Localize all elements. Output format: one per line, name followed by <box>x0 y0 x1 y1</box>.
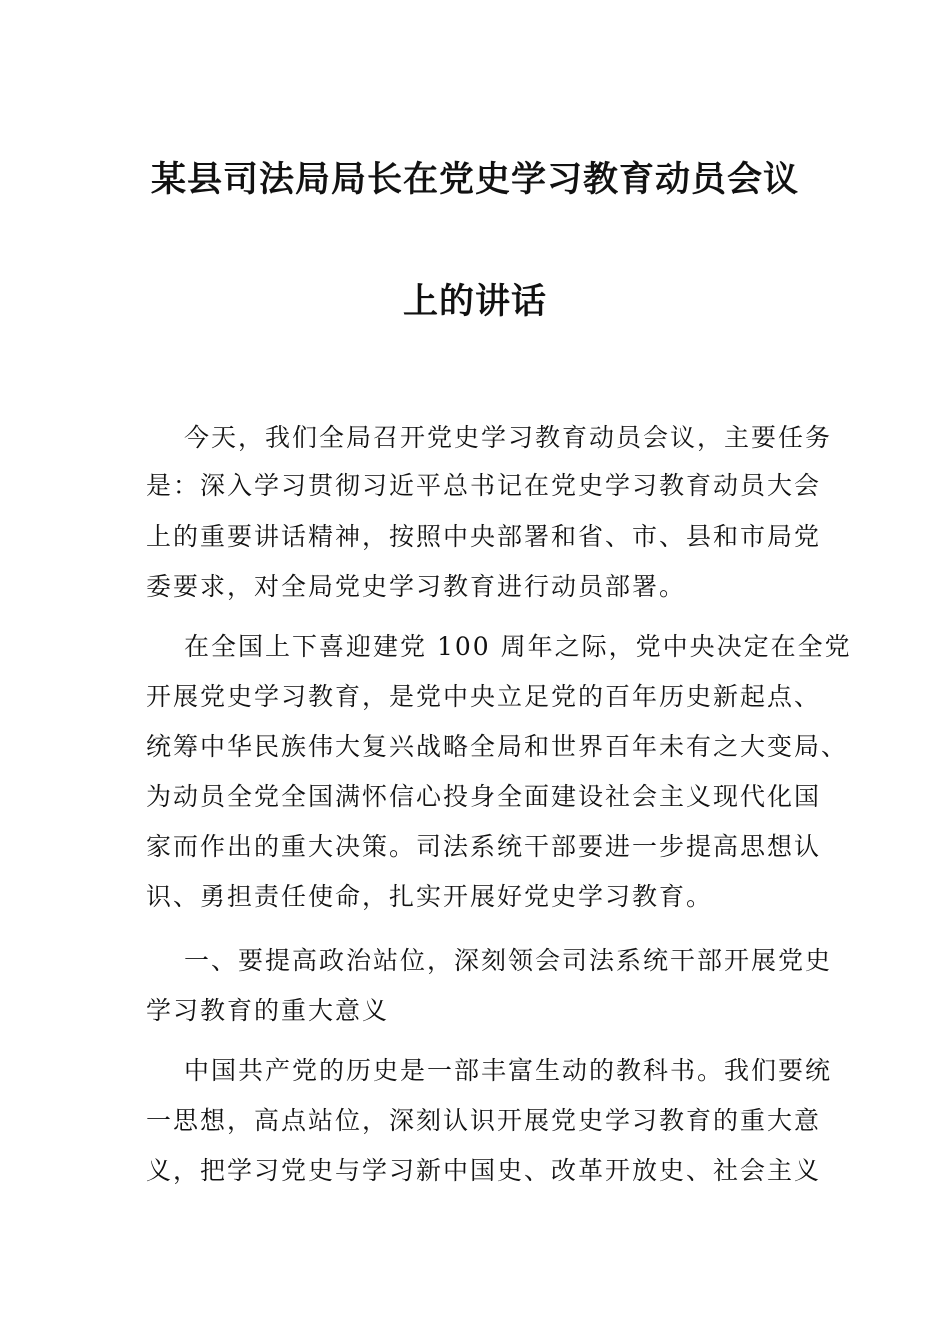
document-title-line-1: 某县司法局局长在党史学习教育动员会议 <box>150 159 799 200</box>
body-line-7: 统筹中华民族伟大复兴战略全局和世界百年未有之大变局、 <box>146 732 849 761</box>
section-heading-line-2: 学习教育的重大意义 <box>146 996 390 1025</box>
body-line-5: 在全国上下喜迎建党 100 周年之际，党中央决定在全党 <box>184 632 852 661</box>
body-line-15: 义，把学习党史与学习新中国史、改革开放史、社会主义 <box>146 1156 822 1185</box>
body-line-8: 为动员全党全国满怀信心投身全面建设社会主义现代化国 <box>146 782 822 811</box>
body-line-14: 一思想，高点站位，深刻认识开展党史学习教育的重大意 <box>146 1106 822 1135</box>
body-line-13: 中国共产党的历史是一部丰富生动的教科书。我们要统 <box>184 1056 833 1085</box>
body-line-1: 今天，我们全局召开党史学习教育动员会议，主要任务 <box>184 423 833 452</box>
body-line-2: 是：深入学习贯彻习近平总书记在党史学习教育动员大会 <box>146 471 822 500</box>
body-line-3: 上的重要讲话精神，按照中央部署和省、市、县和市局党 <box>146 522 822 551</box>
body-line-10: 识、勇担责任使命，扎实开展好党史学习教育。 <box>146 882 714 911</box>
body-line-4: 委要求，对全局党史学习教育进行动员部署。 <box>146 572 687 601</box>
section-heading-line-1: 一、要提高政治站位，深刻领会司法系统干部开展党史 <box>184 946 833 975</box>
document-title-line-2: 上的讲话 <box>402 281 547 322</box>
body-line-6: 开展党史学习教育，是党中央立足党的百年历史新起点、 <box>146 682 822 711</box>
body-line-9: 家而作出的重大决策。司法系统干部要进一步提高思想认 <box>146 832 822 861</box>
